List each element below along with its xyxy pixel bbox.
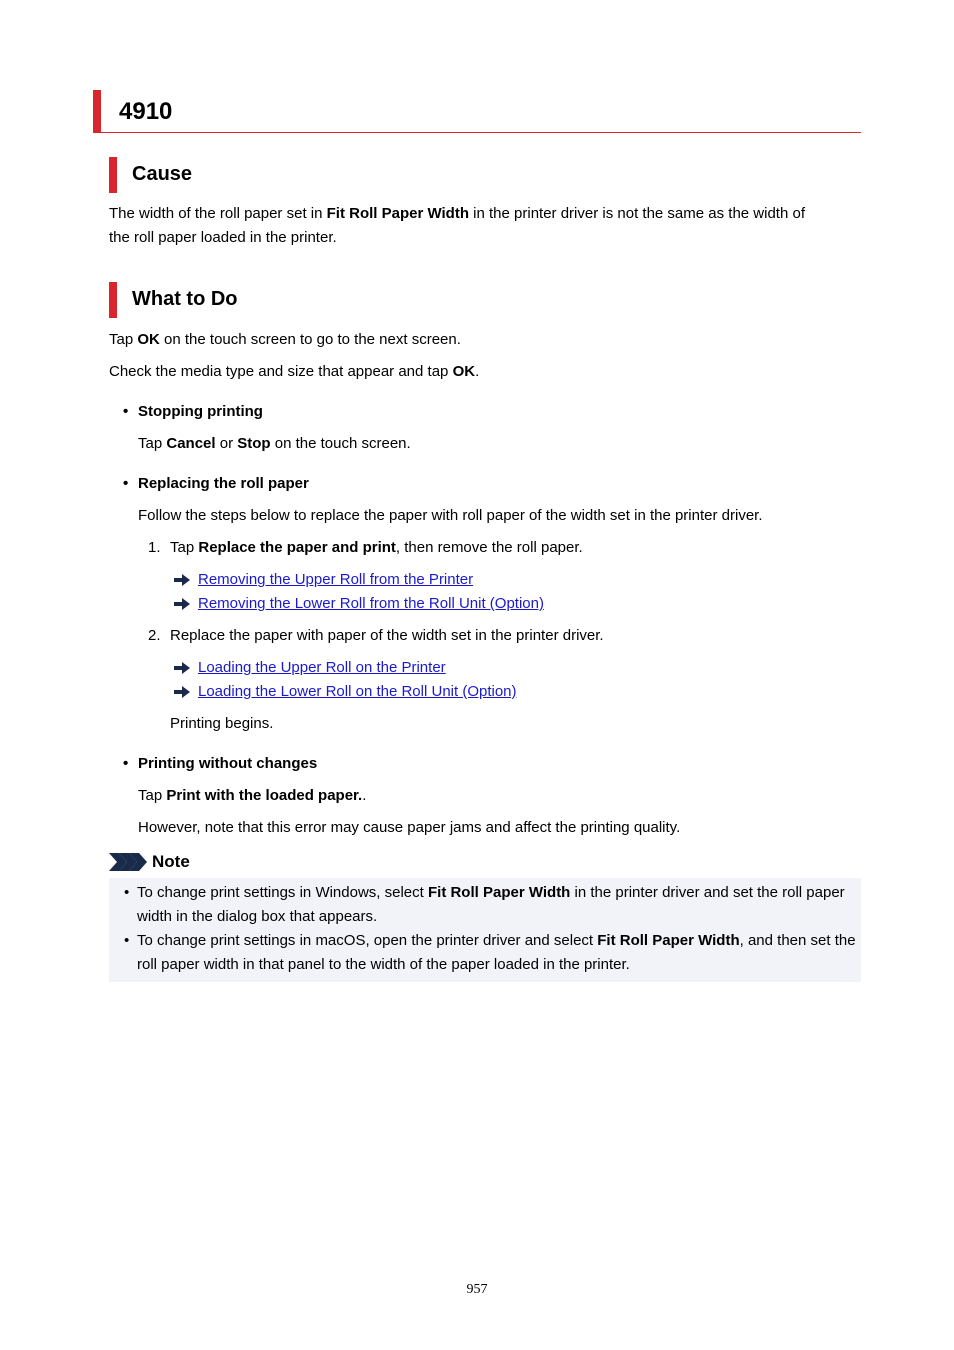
page-title: 4910 [119, 98, 173, 125]
cause-paragraph-line2: the roll paper loaded in the printer. [109, 229, 337, 246]
step-1-number: 1. [148, 539, 161, 556]
what-to-do-heading: What to Do [132, 288, 238, 310]
note-heading: Note [152, 852, 190, 871]
link-removing-lower-roll[interactable]: Removing the Lower Roll from the Roll Unit (Option) [198, 595, 544, 612]
instruction-line-2: Check the media type and size that appear and tap OK. [109, 363, 480, 380]
link-loading-lower-roll[interactable]: Loading the Lower Roll on the Roll Unit (Option) [198, 683, 517, 700]
note-box [109, 878, 861, 982]
step-2-text: Replace the paper with paper of the width set in the printer driver. [170, 627, 604, 644]
what-to-do-accent-bar [109, 282, 117, 318]
cause-heading: Cause [132, 163, 193, 185]
replacing-roll-intro: Follow the steps below to replace the paper with roll paper of the width set in the printer driver. [138, 507, 763, 524]
printing-without-changes-warning: However, note that this error may cause paper jams and affect the printing quality. [138, 819, 681, 836]
title-accent-bar [93, 90, 101, 133]
cause-paragraph-line1: The width of the roll paper set in Fit Roll Paper Width in the printer driver is not the same as the width of [109, 205, 805, 222]
right-arrow-icon [174, 598, 190, 610]
note-chevrons-icon [109, 853, 147, 871]
page-number: 957 [466, 1282, 488, 1297]
step-2-number: 2. [148, 627, 161, 644]
right-arrow-icon [174, 686, 190, 698]
link-loading-upper-roll[interactable]: Loading the Upper Roll on the Printer [198, 659, 446, 676]
note-item-1: To change print settings in Windows, select Fit Roll Paper Width in the printer driver and set the roll paper width in the dialog box that appears. [137, 884, 845, 925]
right-arrow-icon [174, 662, 190, 674]
bullet-dot: • [123, 475, 129, 492]
cause-accent-bar [109, 157, 117, 193]
printing-begins-text: Printing begins. [170, 715, 274, 732]
bullet-dot: • [123, 755, 129, 772]
stopping-printing-title: Stopping printing [138, 403, 263, 420]
printing-without-changes-text: Tap Print with the loaded paper.. [138, 787, 367, 804]
step-1-text: Tap Replace the paper and print, then remove the roll paper. [170, 539, 583, 556]
note-bullet: • [124, 884, 130, 901]
link-removing-upper-roll[interactable]: Removing the Upper Roll from the Printer [198, 571, 474, 588]
page-title-block [93, 90, 861, 133]
replacing-roll-title: Replacing the roll paper [138, 475, 309, 492]
right-arrow-icon [174, 574, 190, 586]
stopping-printing-text: Tap Cancel or Stop on the touch screen. [138, 435, 411, 452]
printing-without-changes-title: Printing without changes [138, 755, 318, 772]
note-bullet: • [124, 932, 130, 949]
instruction-line-1: Tap OK on the touch screen to go to the next screen. [109, 331, 461, 348]
bullet-dot: • [123, 403, 129, 420]
note-item-2: To change print settings in macOS, open the printer driver and select Fit Roll Paper Width, and then set the roll paper width in that panel to the width of the paper loaded in the printer. [137, 932, 856, 973]
